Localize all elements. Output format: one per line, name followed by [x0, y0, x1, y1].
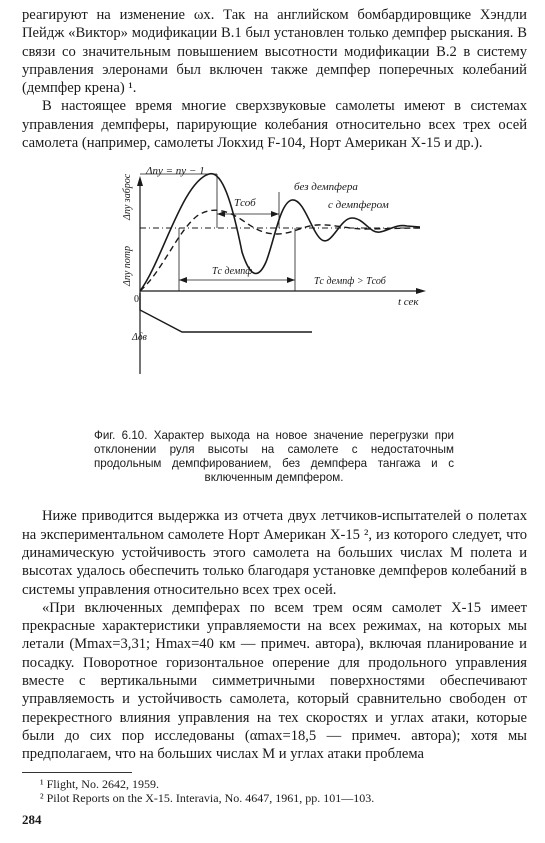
page-body: [22, 6, 527, 806]
label-t-compare: Tс демпф > Tсоб: [314, 276, 386, 288]
footnote-rule: [22, 772, 132, 773]
label-zero: 0: [134, 294, 139, 306]
paragraph-2: В настоящее время многие сверхзвуковые самолеты имеют в системах управления демпферы, парирующие колебания относительно всех трех осей самолета (например, самолеты Локхид F-104, Норт Американ X-15 и др.).: [22, 98, 527, 152]
label-potr: Δny потр: [122, 246, 133, 287]
x-axis-arrow: [416, 288, 426, 294]
footnote-2: ² Pilot Reports on the X-15. Interavia, No. 4647, 1961, pp. 101—103.: [40, 791, 375, 806]
page-number: 284: [22, 812, 42, 827]
paragraph-1: реагируют на изменение ωx. Так на английском бомбардировщике Хэндли Пейдж «Виктор» модификации B.1 был установлен только демпфер рыскания. В связи со значительным повышением высотности модификации B.2 в систему управления элеронами был включен также демпфер поперечных колебаний (демпфер крена) ¹.: [22, 7, 527, 97]
paragraph-3: Ниже приводится выдержка из отчета двух летчиков-испытателей о полетах на экспериментальном самолете Норт Американ X-15 ², из которого следует, что динамическую устойчивость этого самолета на больших числах M полета и высотах удалось обеспечить только благодаря установке демпферов колебаний в системы управления относительно всех трех осей.: [22, 508, 527, 598]
paragraph-4: «При включенных демпферах по всем трем осям самолет X-15 имеет прекрасные характеристики управляемости на всех режимах, на которых мы летали (Mmax=3,31; Hmax=40 км — примеч. автора), включая планирование и посадку. Поворотное горизонтальное оперение для продольного управления вместе с вертикальными симметричными поверхностями обеспечивают управляемость и устойчивость самолета, который сравнительно свободен от перекрестного влияния управления на тех скоростях и углах атаки, которые были до сих пор исследованы (αmax=18,5 — примеч. автора); хотя мы предполагаем, что на больших числах M и углах атаки проблема: [22, 599, 527, 763]
figure-caption: Фиг. 6.10. Характер выхода на новое значение перегрузки при отклонении руля высоты на самолете с недостаточным продольным демпфированием, без демпфера тангажа и с включенным демпфером.: [94, 429, 454, 485]
response-diagram: [22, 162, 527, 427]
label-t-sob: Tсоб: [234, 197, 256, 210]
y-axis-arrow: [137, 176, 143, 186]
label-t-c-dempf: Tс демпф: [212, 266, 253, 278]
elevator-step: [140, 293, 312, 332]
footnote-1: ¹ Flight, No. 2642, 1959.: [40, 776, 159, 791]
label-bez-dempfera: без демпфера: [294, 181, 358, 194]
figure-6-10: [22, 162, 527, 427]
label-delta-b: Δδв: [132, 332, 147, 344]
label-t-sec: t сек: [398, 296, 419, 309]
label-zabros: Δny заброс: [122, 174, 133, 221]
label-y-top: Δny = ny − 1: [146, 165, 205, 178]
label-s-dempferom: с демпфером: [328, 199, 389, 212]
